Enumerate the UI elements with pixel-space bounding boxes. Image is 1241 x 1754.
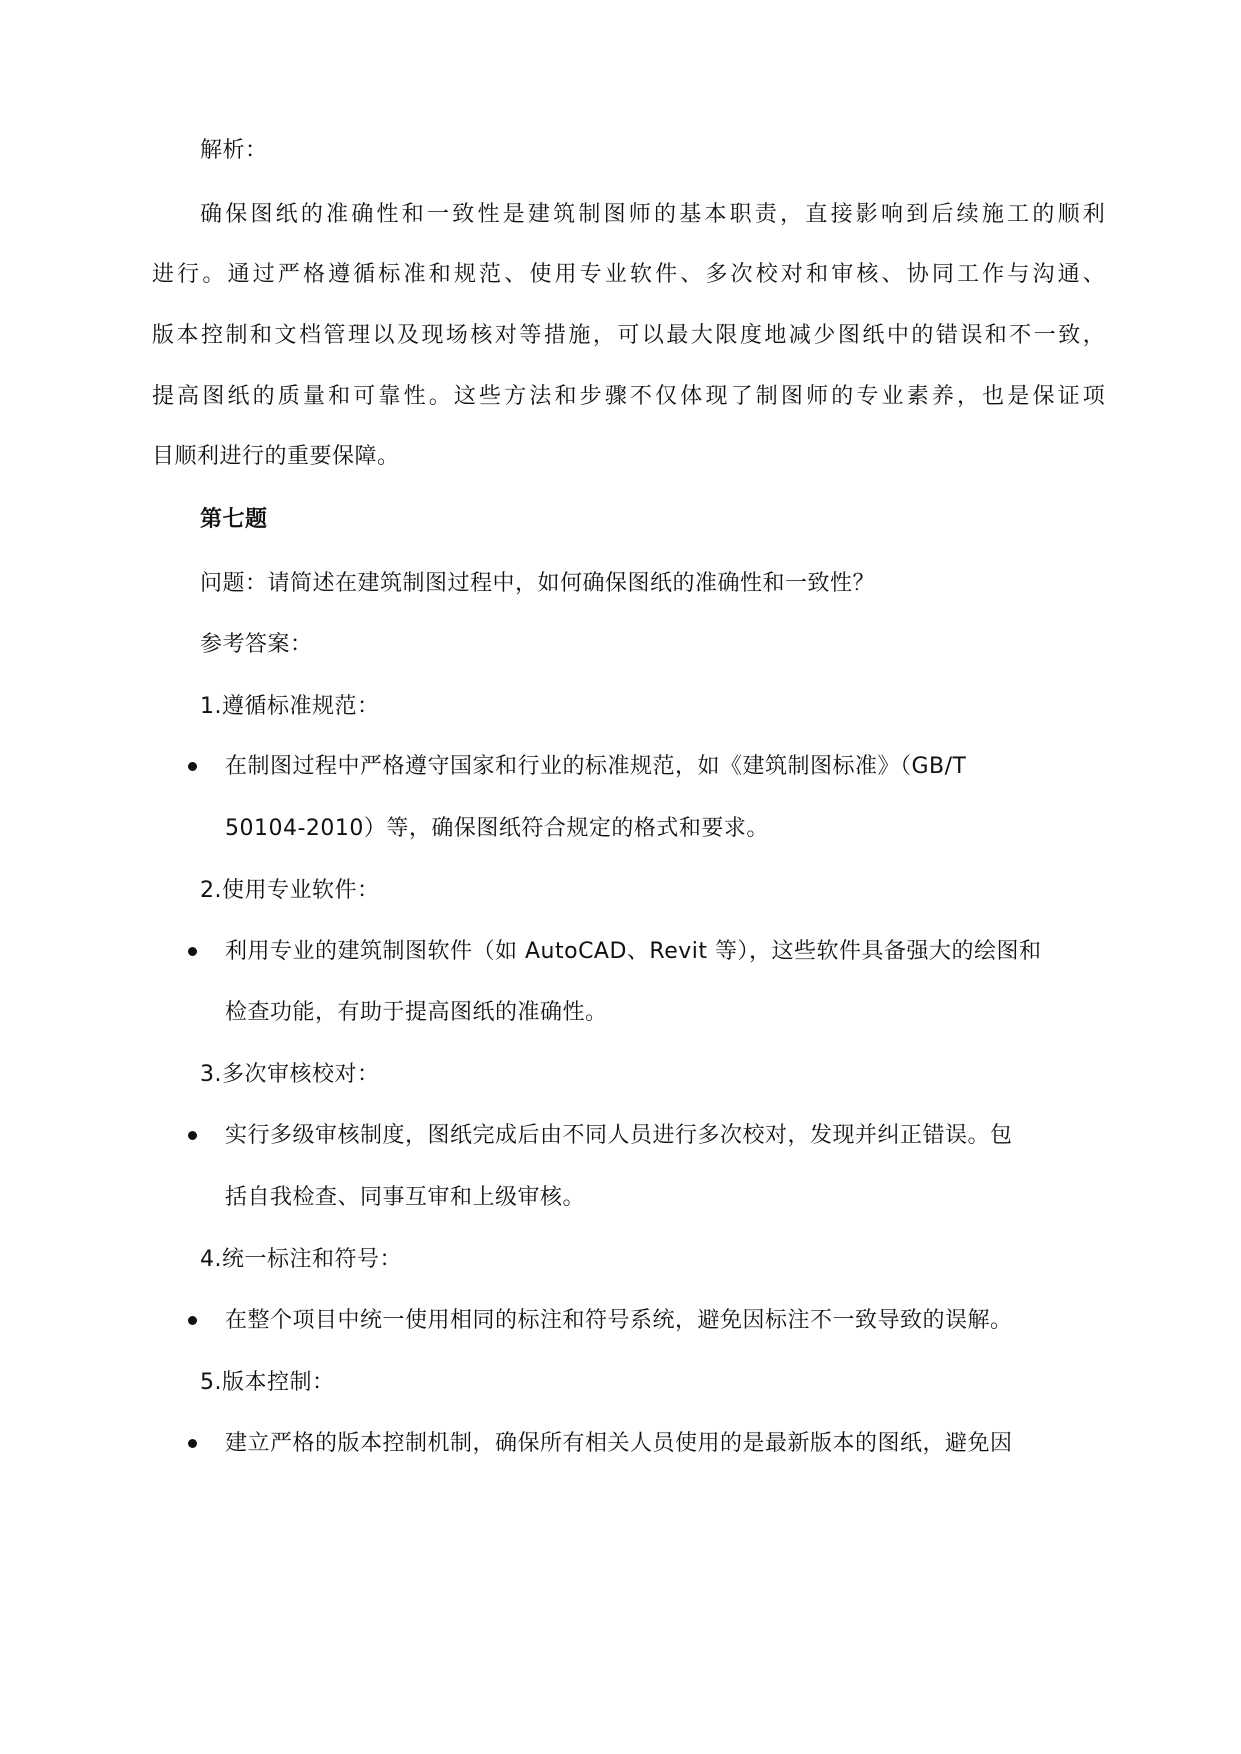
item-heading-4: 4.统一标注和符号：: [200, 1247, 402, 1272]
item-3-line-1: 实行多级审核制度，图纸完成后由不同人员进行多次校对，发现并纠正错误。包: [225, 1123, 1013, 1148]
answer-label: 参考答案：: [200, 632, 313, 657]
section-title: 第七题: [200, 507, 268, 532]
item-3-line-2: 括自我检查、同事互审和上级审核。: [225, 1185, 586, 1210]
bullet-icon: [188, 1439, 197, 1448]
item-heading-1: 1.遵循标准规范：: [200, 694, 380, 719]
question-text: 问题：请简述在建筑制图过程中，如何确保图纸的准确性和一致性？: [200, 571, 876, 596]
item-1-line-1: 在制图过程中严格遵守国家和行业的标准规范，如《建筑制图标准》（GB/T: [225, 754, 967, 779]
analysis-paragraph-line-2: 进行。通过严格遵循标准和规范、使用专业软件、多次校对和审核、协同工作与沟通、: [152, 262, 1105, 287]
item-heading-3: 3.多次审核校对：: [200, 1062, 380, 1087]
bullet-icon: [188, 947, 197, 956]
analysis-paragraph-line-5: 目顺利进行的重要保障。: [152, 444, 400, 469]
bullet-icon: [188, 1131, 197, 1140]
analysis-paragraph-line-3: 版本控制和文档管理以及现场核对等措施，可以最大限度地减少图纸中的错误和不一致，: [152, 323, 1105, 348]
item-heading-5: 5.版本控制：: [200, 1370, 335, 1395]
bullet-icon: [188, 1316, 197, 1325]
item-2-line-1: 利用专业的建筑制图软件（如 AutoCAD、Revit 等），这些软件具备强大的绘图和: [225, 939, 1042, 964]
analysis-paragraph-line-4: 提高图纸的质量和可靠性。这些方法和步骤不仅体现了制图师的专业素养，也是保证项: [152, 384, 1105, 409]
item-5-line-1: 建立严格的版本控制机制，确保所有相关人员使用的是最新版本的图纸，避免因: [225, 1431, 1013, 1456]
item-heading-2: 2.使用专业软件：: [200, 878, 380, 903]
bullet-icon: [188, 762, 197, 771]
item-1-line-2: 50104-2010）等，确保图纸符合规定的格式和要求。: [225, 816, 769, 841]
item-2-line-2: 检查功能，有助于提高图纸的准确性。: [225, 1000, 608, 1025]
analysis-paragraph-line-1: 确保图纸的准确性和一致性是建筑制图师的基本职责，直接影响到后续施工的顺利: [200, 202, 1105, 227]
analysis-heading: 解析：: [200, 138, 268, 163]
item-4-line-1: 在整个项目中统一使用相同的标注和符号系统，避免因标注不一致导致的误解。: [225, 1308, 1013, 1333]
